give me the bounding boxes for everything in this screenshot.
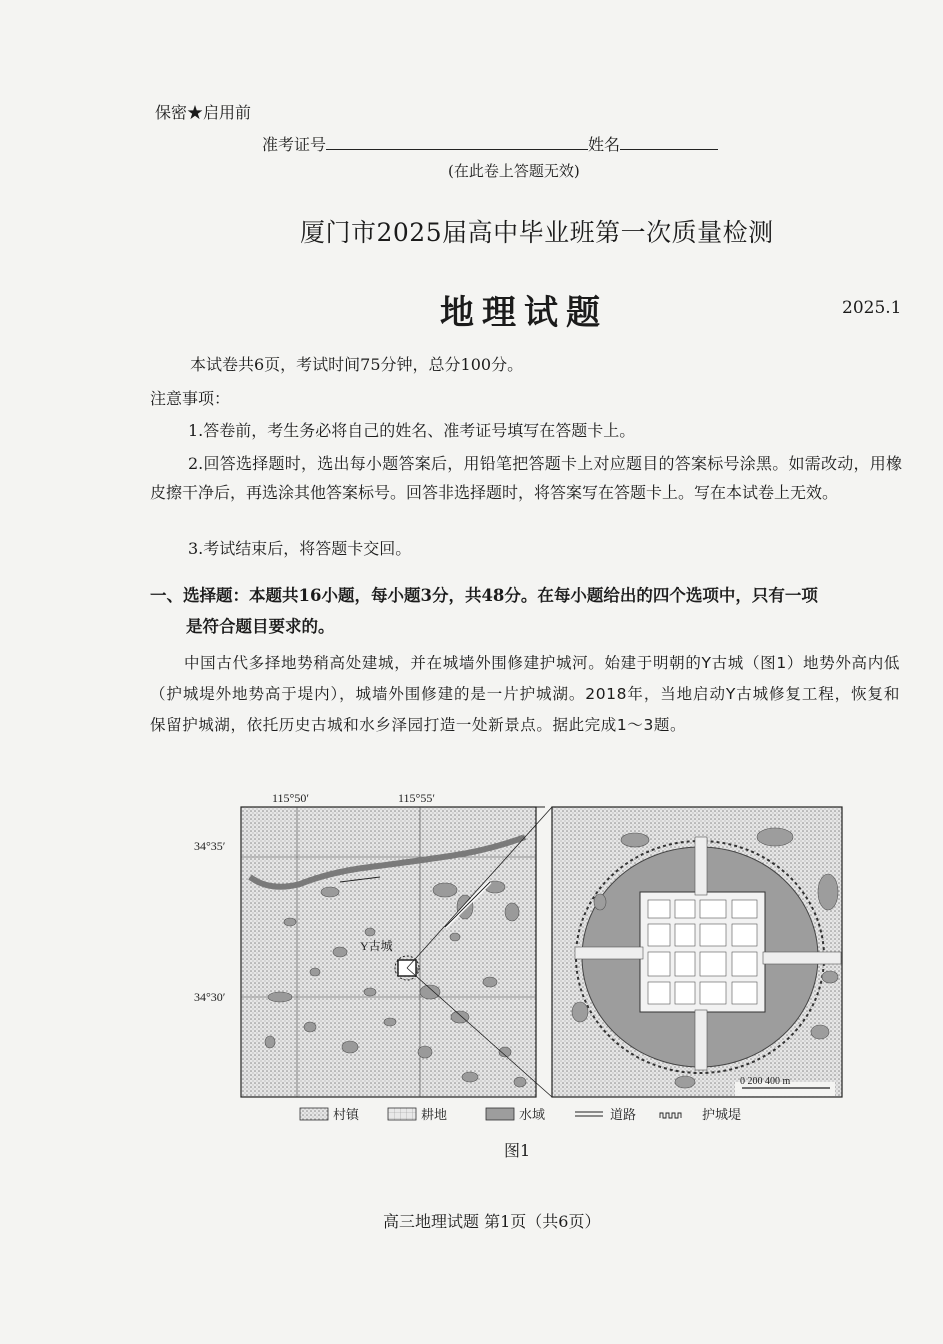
city-label: Y古城 bbox=[360, 939, 393, 953]
name-label: 姓名 bbox=[588, 135, 621, 154]
legend-swatch-village bbox=[300, 1108, 328, 1120]
page-footer: 高三地理试题 第1页（共6页） bbox=[383, 1212, 601, 1231]
legend-swatch-water bbox=[486, 1108, 514, 1120]
lon-label-2: 115°55′ bbox=[398, 791, 435, 805]
name-blank[interactable] bbox=[620, 135, 718, 150]
legend-water: 水域 bbox=[519, 1107, 546, 1122]
section-heading-line: 一、选择题：本题共16小题，每小题3分，共48分。在每小题给出的四个选项中，只有一项 bbox=[150, 586, 818, 605]
note-item-2: 2.回答选择题时，选出每小题答案后，用铅笔把答题卡上对应题目的答案标号涂黑。如需改动，用橡皮擦干净后，再选涂其他答案标号。回答非选择题时，将答案写在答题卡上。写在本试卷上无效。 bbox=[150, 454, 902, 502]
legend-farmland: 耕地 bbox=[421, 1107, 448, 1122]
notes-heading: 注意事项： bbox=[150, 389, 231, 408]
exam-intro: 本试卷共6页，考试时间75分钟，总分100分。 bbox=[190, 355, 524, 374]
secret-mark: 保密★启用前 bbox=[155, 103, 252, 122]
scale-label: 0 200 400 m bbox=[740, 1076, 791, 1087]
lon-label-1: 115°50′ bbox=[272, 791, 309, 805]
left-map-panel bbox=[241, 807, 536, 1097]
figure-caption: 图1 bbox=[504, 1141, 531, 1160]
lat-label-1: 34°35′ bbox=[194, 839, 226, 853]
exam-date: 2025.1 bbox=[842, 298, 902, 318]
section-heading-cont: 是符合题目要求的。 bbox=[186, 617, 335, 636]
legend-swatch-farmland bbox=[388, 1108, 416, 1120]
question-passage: 中国古代多择地势稍高处建城，并在城墙外围修建护城河。始建于明朝的Y古城（图1）地势外高内低（护城堤外地势高于堤内），城墙外围修建的是一片护城湖。2018年，当地启动Y古城修复工程，恢复和保留护城湖，依托历史古城和水乡泽园打造一处新景点。据此完成1～3题。 bbox=[150, 654, 900, 734]
candidate-info-line bbox=[262, 132, 718, 155]
note-item-1: 1.答卷前，考生务必将自己的姓名、准考证号填写在答题卡上。 bbox=[188, 421, 636, 440]
ticket-label: 准考证号 bbox=[262, 135, 327, 154]
legend-village: 村镇 bbox=[333, 1107, 360, 1122]
subject-title: 地理试题 bbox=[440, 293, 608, 333]
exam-title: 厦门市2025届高中毕业班第一次质量检测 bbox=[300, 218, 774, 247]
ticket-number-blank[interactable] bbox=[326, 135, 588, 150]
map-legend bbox=[300, 1107, 741, 1122]
figure-1-map bbox=[190, 782, 850, 1132]
section-heading bbox=[150, 580, 902, 642]
legend-dike: 护城堤 bbox=[702, 1107, 742, 1122]
lat-label-2: 34°30′ bbox=[194, 990, 226, 1004]
invalid-note: (在此卷上答题无效) bbox=[448, 162, 580, 180]
legend-swatch-dike bbox=[660, 1113, 681, 1118]
note-item-3: 3.考试结束后，将答题卡交回。 bbox=[188, 539, 412, 558]
right-map-panel bbox=[552, 807, 842, 1097]
legend-road: 道路 bbox=[610, 1107, 637, 1122]
